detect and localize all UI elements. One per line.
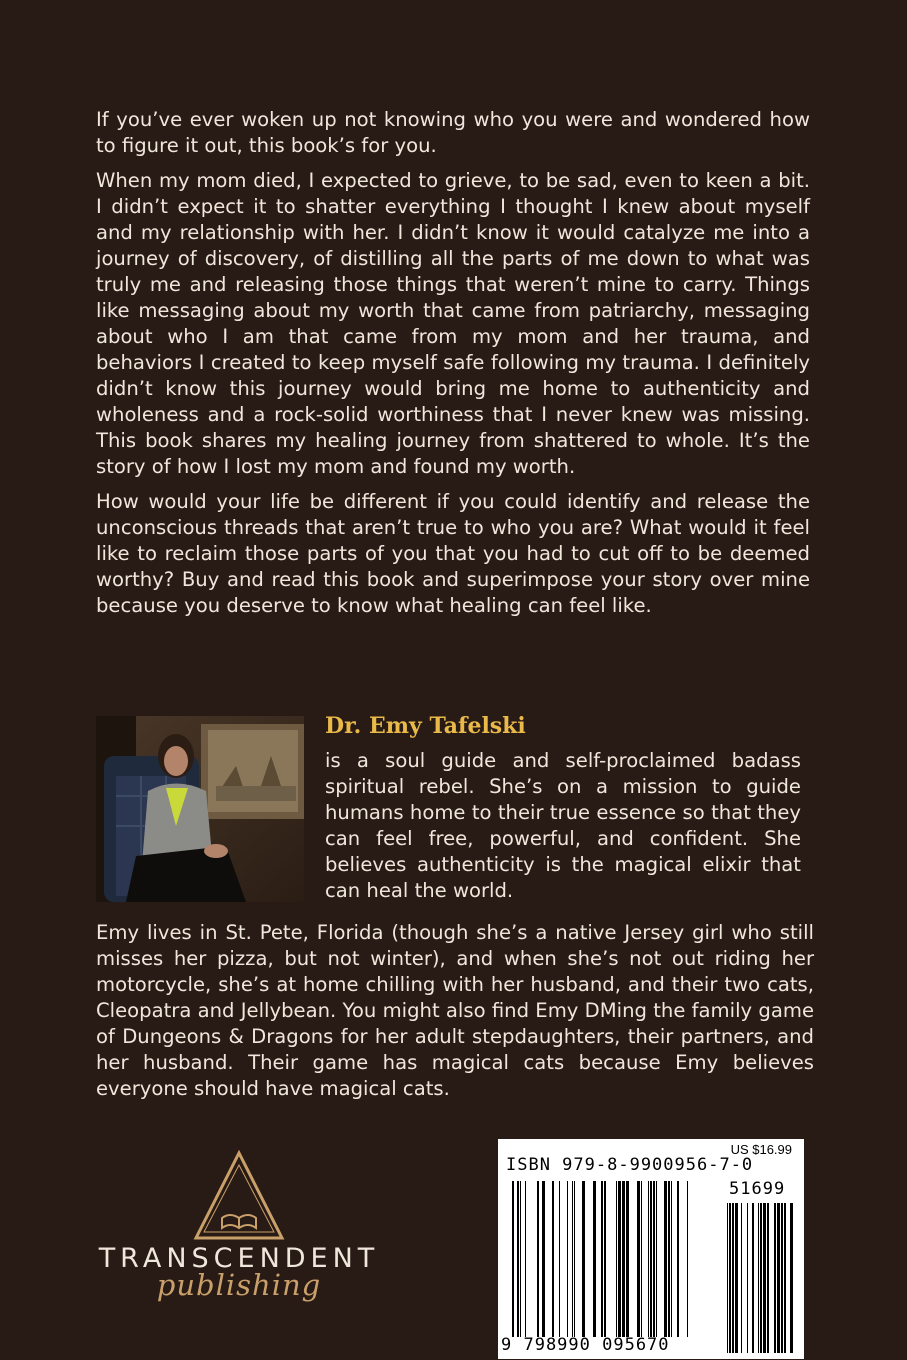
barcode-bar xyxy=(767,1203,769,1353)
barcode-bar xyxy=(774,1203,776,1353)
barcode-bar xyxy=(648,1181,649,1337)
blurb-paragraph-1: If you’ve ever woken up not knowing who you were and wondered how to figure it out, this book’s for you. xyxy=(96,108,810,157)
barcode-bar xyxy=(637,1181,640,1337)
barcode-bar xyxy=(777,1203,780,1353)
barcode-bar xyxy=(572,1181,573,1337)
barcode-bar xyxy=(520,1181,521,1337)
author-more-bio: Emy lives in St. Pete, Florida (though she’s a native Jersey girl who still misses her pizza, but not winter), and when she’s not out riding her motorcycle, she’s at home chilling with her husband, and their two cats, Cleopatra and Jellybean. You might also find Emy DMing the family game of Dungeons & Dragons for her adult stepdaughters, their partners, and her husband. Their game has magical cats because Emy believes everyone should have magical cats. xyxy=(96,921,814,1100)
blurb-paragraph-2: When my mom died, I expected to grieve, to be sad, even to keen a bit. I didn’t expect it to shatter everything I thought I knew about myself and my relationship with her. I didn’t know it would catalyze me into a journey of discovery, of distilling all the parts of me down to what was truly me and releasing those things that weren’t mine to carry. Things like messaging about my worth that came from patriarchy, messaging about who I am that came from my mom and her trauma, and behaviors I created to keep myself safe following my trauma. I definitely didn’t know this journey would bring me home to authenticity and wholeness and a rock-solid worthiness that I never knew was missing. This book shares my healing journey from shattered to whole. It’s the story of how I lost my mom and found my worth. xyxy=(96,169,810,478)
barcode-bar xyxy=(616,1181,617,1337)
barcode-bar xyxy=(729,1203,731,1353)
isbn-label: ISBN 979-8-9900956-7-0 xyxy=(506,1155,754,1175)
barcode-bar xyxy=(650,1181,652,1337)
barcode-bar xyxy=(752,1203,754,1353)
triangle-book-icon xyxy=(94,1150,384,1245)
barcode-bar xyxy=(664,1181,667,1337)
barcode-bar xyxy=(525,1181,526,1337)
barcode-bar xyxy=(604,1181,606,1337)
barcode-bar xyxy=(559,1181,560,1337)
barcode-bar xyxy=(593,1181,596,1337)
barcode-bar xyxy=(687,1181,688,1337)
barcode-bar xyxy=(517,1181,519,1337)
barcode-bar xyxy=(542,1181,545,1337)
author-portrait-illustration xyxy=(96,716,304,902)
barcode-bar xyxy=(747,1203,748,1353)
barcode-bar xyxy=(763,1203,766,1353)
barcode-bar xyxy=(641,1181,642,1337)
barcode-bars xyxy=(498,1139,804,1359)
barcode-bar xyxy=(622,1181,625,1337)
publisher-script: publishing xyxy=(156,1268,322,1302)
barcode-bar xyxy=(552,1181,554,1337)
barcode-bar xyxy=(760,1203,762,1353)
barcode-bar xyxy=(677,1181,679,1337)
barcode-bar xyxy=(668,1181,670,1337)
barcode-bar xyxy=(758,1203,759,1353)
back-cover-blurb xyxy=(96,107,810,628)
barcode-bar xyxy=(784,1203,786,1353)
barcode-bar xyxy=(512,1181,514,1337)
barcode-bar xyxy=(567,1181,568,1337)
publisher-name: TRANSCENDENT xyxy=(98,1243,380,1274)
barcode-bar xyxy=(582,1181,585,1337)
barcode-bar xyxy=(601,1181,603,1337)
barcode-addon-digits: 51699 xyxy=(729,1179,786,1199)
barcode-bar xyxy=(574,1181,575,1337)
barcode-digits: 9 798990 095670 xyxy=(501,1335,670,1355)
barcode-bar xyxy=(781,1203,783,1353)
barcode-bar xyxy=(790,1203,793,1353)
isbn-barcode xyxy=(498,1139,804,1359)
barcode-bar xyxy=(671,1181,672,1337)
blurb-paragraph-3: How would your life be different if you could identify and release the unconscious threads that aren’t true to who you are? What would it feel like to reclaim those parts of you that you had to cut off to be deemed worthy? Buy and read this book and superimpose your story over mine because you deserve to know what healing can feel like. xyxy=(96,490,810,617)
barcode-bar xyxy=(537,1181,539,1337)
publisher-logo xyxy=(94,1150,384,1320)
barcode-bar xyxy=(656,1181,657,1337)
barcode-bar xyxy=(741,1203,742,1353)
barcode-bar xyxy=(653,1181,655,1337)
author-photo xyxy=(96,716,304,902)
barcode-bar xyxy=(626,1181,629,1337)
price-label: US $16.99 xyxy=(730,1142,792,1157)
author-name: Dr. Emy Tafelski xyxy=(325,713,526,739)
barcode-bar xyxy=(732,1203,734,1353)
barcode-bar xyxy=(735,1203,738,1353)
author-bio: is a soul guide and self-proclaimed badass spiritual rebel. She’s on a mission to guide humans home to their true essence so that they can feel free, powerful, and confident. She believes authenticity is the magical elixir that can heal the world. xyxy=(325,749,801,902)
barcode-bar xyxy=(727,1203,728,1353)
barcode-bar xyxy=(618,1181,621,1337)
